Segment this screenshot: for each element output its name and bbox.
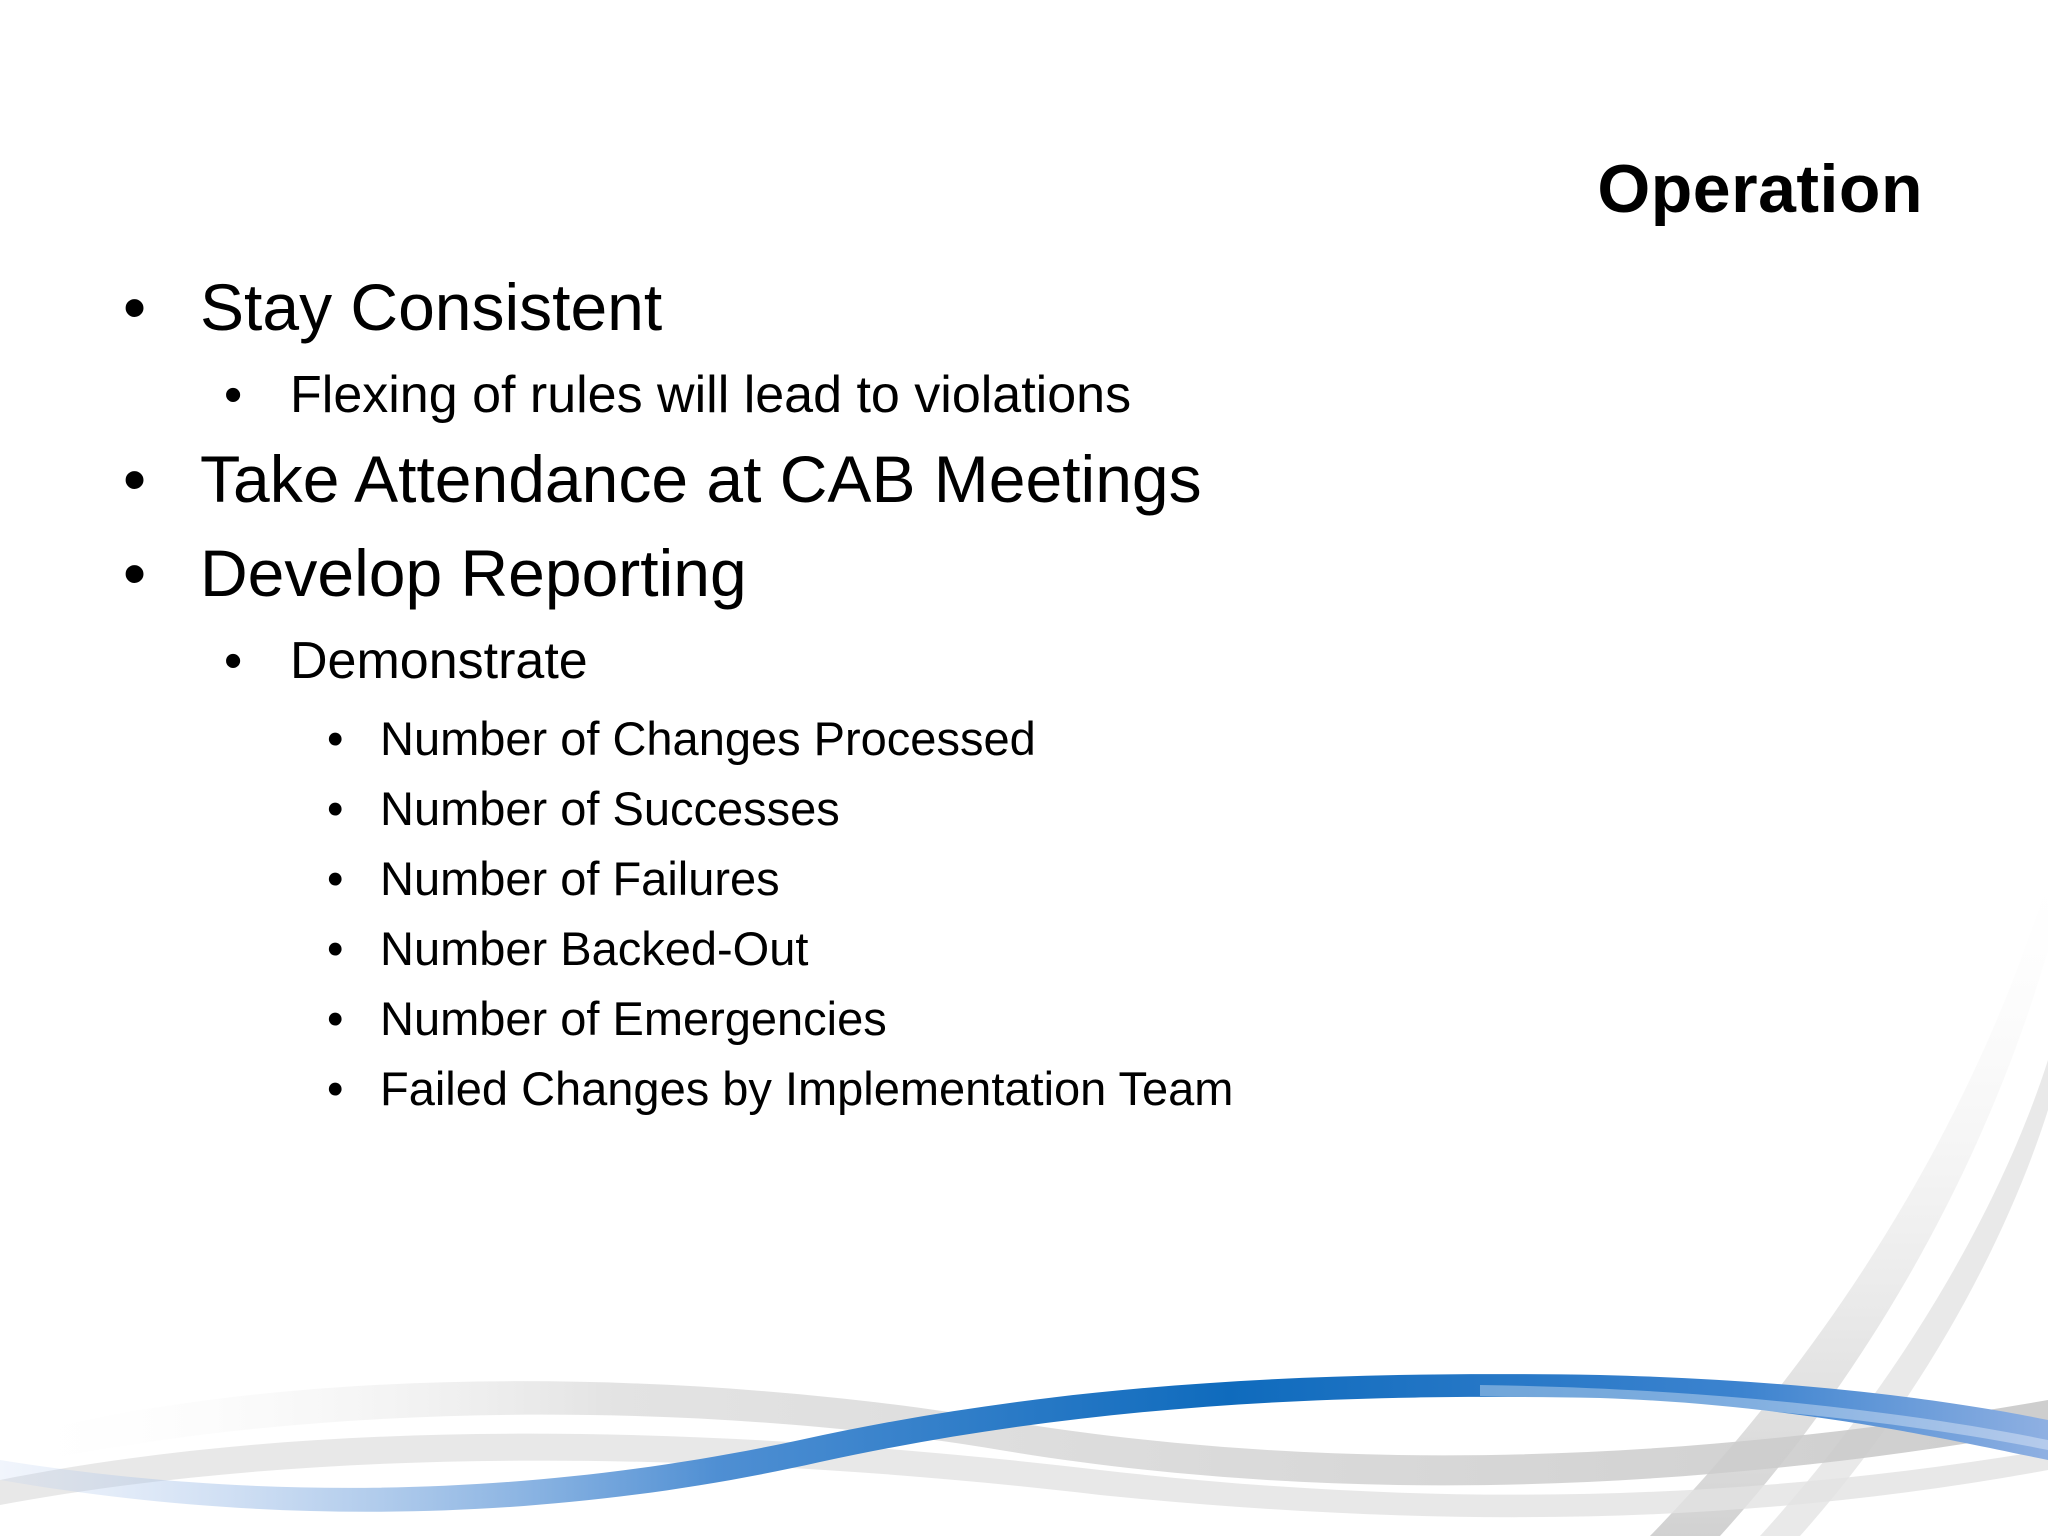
bullet-item xyxy=(0,984,1500,1054)
bullet-item xyxy=(0,360,1500,430)
slide-title: Operation xyxy=(1597,151,1923,227)
bullet-dot: • xyxy=(327,712,344,765)
swoosh-vertical-band xyxy=(1650,880,2048,1536)
bullet-dot: • xyxy=(123,536,147,610)
bullet-dot: • xyxy=(224,632,243,690)
bullet-list xyxy=(0,266,1500,1124)
bullet-text: Number Backed-Out xyxy=(380,922,809,975)
bullet-text: Failed Changes by Implementation Team xyxy=(380,1062,1234,1115)
swoosh-blue-highlight xyxy=(1480,1385,2048,1450)
bullet-item xyxy=(0,704,1500,774)
bullet-dot: • xyxy=(123,442,147,516)
bullet-item xyxy=(0,1054,1500,1124)
swoosh-blue-band xyxy=(0,1374,2048,1512)
bullet-dot: • xyxy=(224,366,243,424)
bullet-item xyxy=(0,626,1500,696)
bullet-text: Number of Failures xyxy=(380,852,780,905)
swoosh-vertical-band-thin xyxy=(1760,1060,2048,1536)
bullet-dot: • xyxy=(327,922,344,975)
bullet-dot: • xyxy=(327,992,344,1045)
bullet-text: Number of Changes Processed xyxy=(380,712,1036,765)
bullet-item xyxy=(0,844,1500,914)
bullet-item xyxy=(0,914,1500,984)
bullet-dot: • xyxy=(123,270,147,344)
swoosh-gray-band-lower xyxy=(0,1434,2048,1518)
bullet-text: Number of Emergencies xyxy=(380,992,887,1045)
bullet-item xyxy=(0,266,1500,348)
bullet-text: Demonstrate xyxy=(290,632,588,690)
bullet-text: Develop Reporting xyxy=(200,536,747,610)
bullet-item xyxy=(0,774,1500,844)
bullet-text: Stay Consistent xyxy=(200,270,663,344)
bullet-text: Flexing of rules will lead to violations xyxy=(290,366,1132,424)
swoosh-gray-band xyxy=(0,1381,2048,1485)
bullet-text: Number of Successes xyxy=(380,782,840,835)
bullet-dot: • xyxy=(327,852,344,905)
bullet-item xyxy=(0,438,1500,520)
bullet-dot: • xyxy=(327,782,344,835)
bullet-dot: • xyxy=(327,1062,344,1115)
bullet-text: Take Attendance at CAB Meetings xyxy=(200,442,1202,516)
bullet-item xyxy=(0,532,1500,614)
